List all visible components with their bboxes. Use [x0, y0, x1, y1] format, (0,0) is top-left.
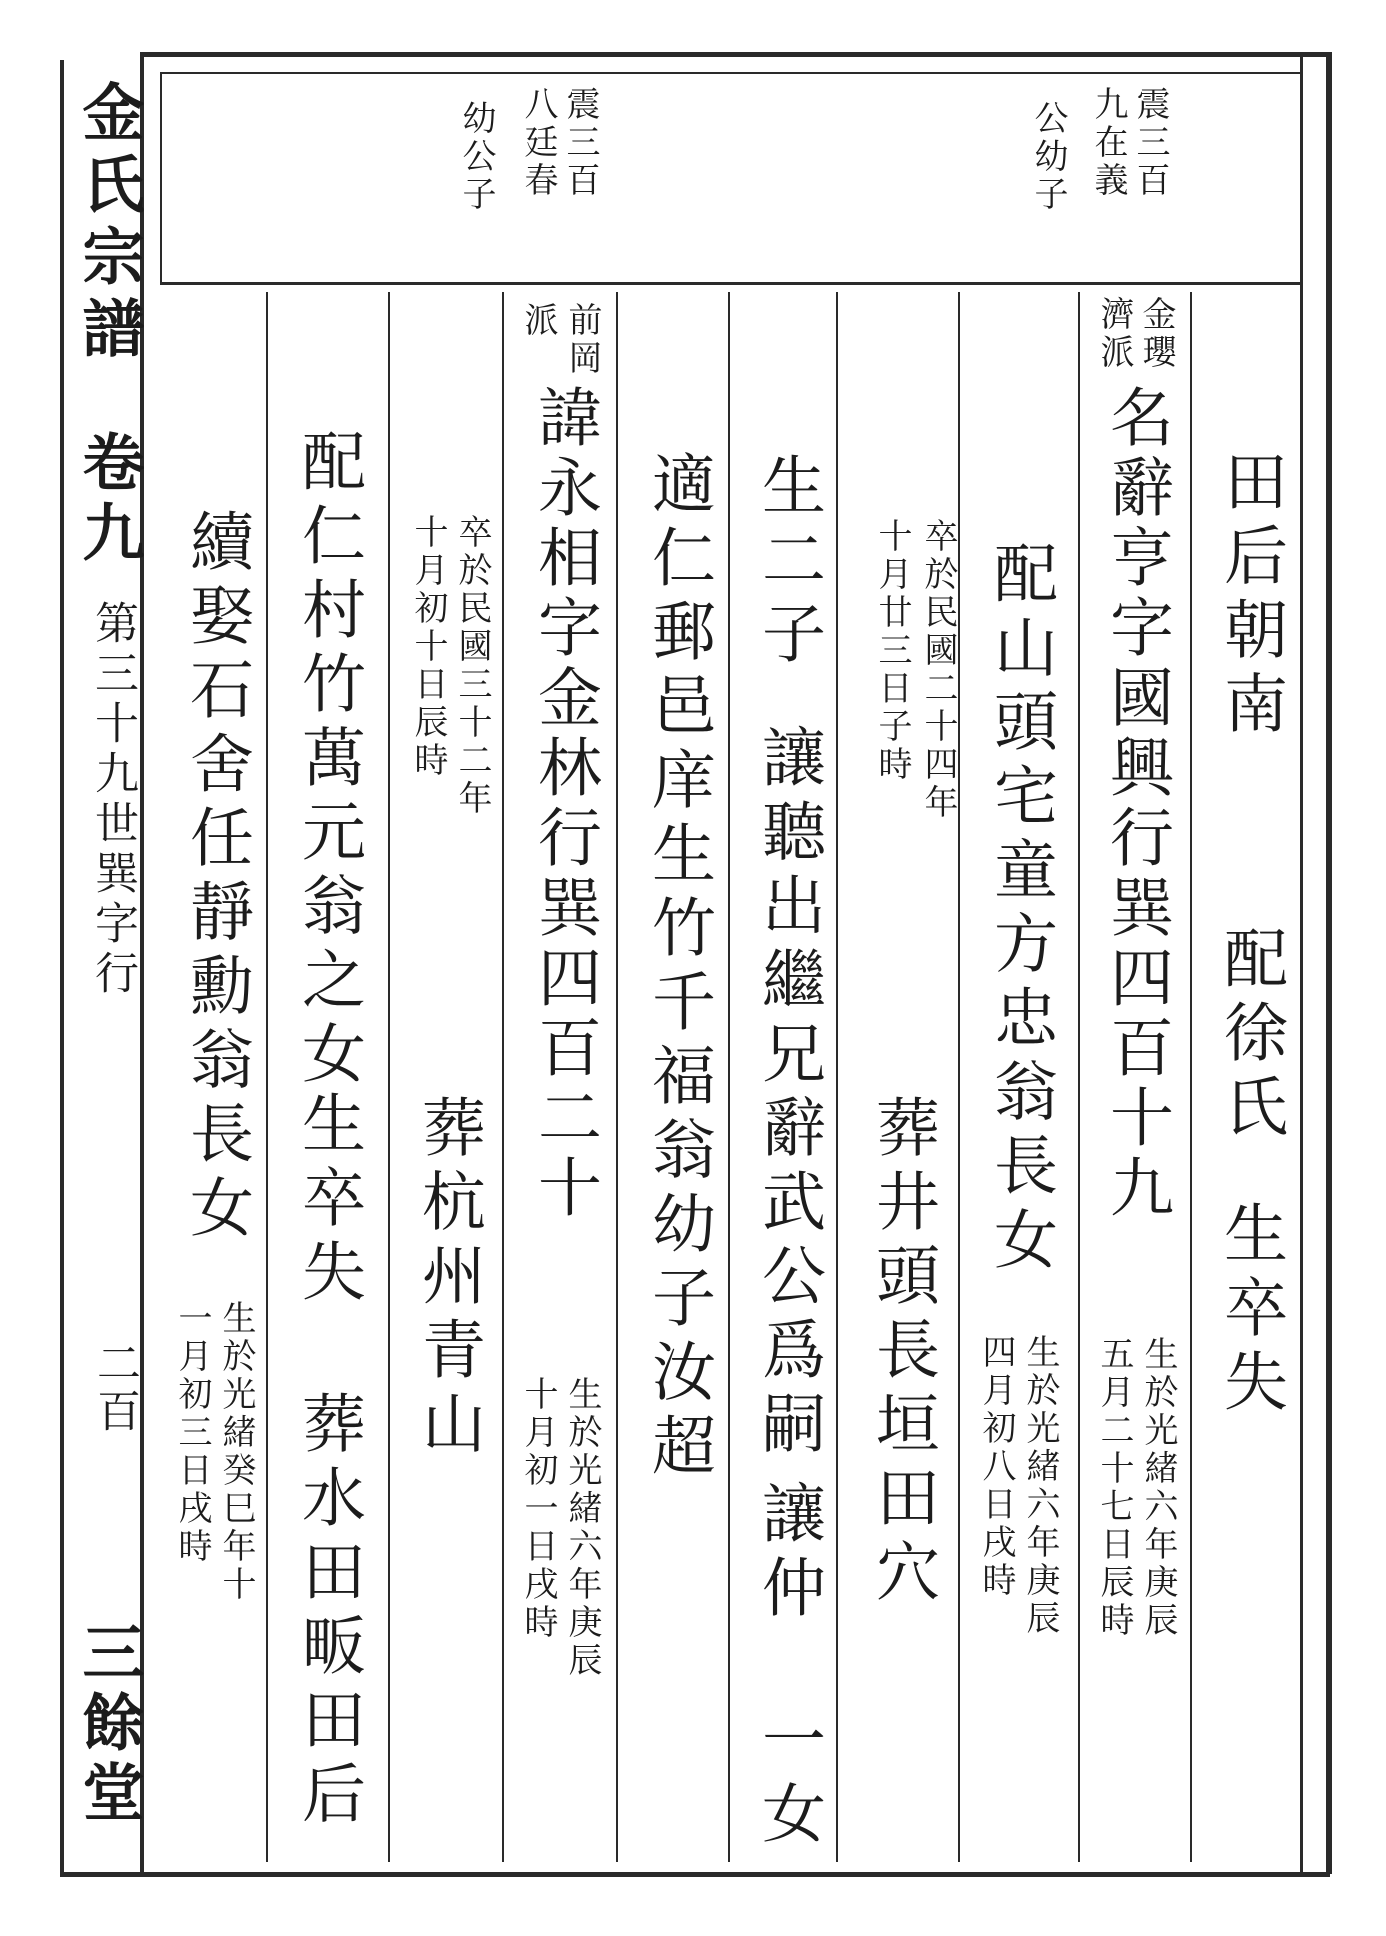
continuation-life: 生卒失	[1213, 1200, 1287, 1422]
entry-yongxiang-name-line: 諱永相字金林行巽四百二十	[527, 384, 601, 1224]
book-title: 金氏宗譜	[72, 80, 145, 368]
hall-name: 三餘堂	[72, 1620, 145, 1830]
register-entry-2-col1: 震三百	[560, 86, 600, 200]
entry-ciheng-son-detail: 讓聽出繼兄辭武公爲嗣	[751, 724, 825, 1464]
entry-yongxiang-birth-a: 生於光緒六年庚辰	[562, 1376, 602, 1680]
entry-yongxiang-spouse-life: 生卒失	[291, 1090, 365, 1312]
entry-ciheng-spouse-birth-a: 生於光緒六年庚辰	[1020, 1334, 1060, 1638]
continuation-spouse: 配徐氏	[1213, 925, 1287, 1147]
register-entry-2-col2: 八廷春	[518, 86, 558, 200]
entry-ciheng-birth-b: 五月二十七日辰時	[1094, 1336, 1134, 1640]
entry-yongxiang-death-a: 卒於民國三十二年	[452, 514, 492, 818]
register-entry-1-col1: 震三百	[1130, 86, 1170, 200]
entry-yongxiang-spouse-burial: 葬水田畈田后	[291, 1390, 365, 1834]
frame-bottom-rule	[60, 1872, 1330, 1877]
entry-yongxiang-second-birth-a: 生於光緒癸巳年十	[216, 1300, 256, 1604]
column-rule-6	[616, 292, 618, 1862]
entry-ciheng-birth-a: 生於光緒六年庚辰	[1138, 1336, 1178, 1640]
column-rule-7	[502, 292, 504, 1862]
column-rule-4	[836, 292, 838, 1862]
entry-ciheng-name-line: 名辭亨字國興行巽四百十九	[1099, 384, 1173, 1224]
entry-ciheng-branch-b: 濟派	[1094, 296, 1134, 372]
entry-yongxiang-spouse: 配仁村竹萬元翁之女	[291, 428, 365, 1094]
entry-ciheng-branch-a: 金瓔	[1136, 296, 1176, 372]
frame-top-rule	[140, 52, 1330, 57]
entry-ciheng-spouse: 配山頭宅童方忠翁長女	[983, 540, 1057, 1280]
entry-yongxiang-death-b: 十月初十日辰時	[408, 514, 448, 780]
continuation-main: 田后朝南	[1213, 448, 1287, 744]
column-rule-1	[1190, 292, 1192, 1862]
entry-yongxiang-burial: 葬杭州青山	[411, 1094, 485, 1464]
entry-yongxiang-second-birth-b: 一月初三日戌時	[172, 1300, 212, 1566]
entry-ciheng-burial: 葬井頭長垣田穴	[865, 1094, 939, 1612]
register-entry-1-col3: 公幼子	[1028, 100, 1068, 214]
page-number: 二百	[89, 1340, 140, 1436]
register-entry-1-col2: 九在義	[1088, 86, 1128, 200]
register-band-top-rule	[160, 72, 1300, 74]
entry-ciheng-spouse-birth-b: 四月初八日戌時	[976, 1334, 1016, 1600]
generation-label: 第三十九世巽字行	[87, 600, 138, 1000]
column-rule-5	[728, 292, 730, 1862]
entry-ciheng-sons: 生二子	[751, 452, 825, 674]
volume-label: 卷九	[72, 430, 145, 570]
frame-right-rule	[1326, 52, 1332, 1874]
entry-yongxiang-birth-b: 十月初一日戌時	[518, 1376, 558, 1642]
entry-ciheng-daughter-marriage: 適仁郵邑庠生竹千福翁幼子汝超	[641, 450, 715, 1486]
entry-ciheng-death-a: 卒於民國二十四年	[918, 518, 958, 822]
entry-yongxiang-second-wife: 續娶石舍任靜勳翁長女	[179, 508, 253, 1248]
entry-ciheng-son2: 讓仲	[751, 1480, 825, 1628]
entry-ciheng-death-b: 十月廿三日子時	[872, 518, 912, 784]
entry-ciheng-daughter: 一女	[751, 1706, 825, 1854]
register-band-bottom-rule	[160, 282, 1300, 285]
column-rule-8	[388, 292, 390, 1862]
entry-yongxiang-branch-a: 前岡	[562, 302, 602, 378]
register-entry-2-col3: 幼公子	[456, 100, 496, 214]
column-rule-9	[266, 292, 268, 1862]
frame-right-inner-rule	[1300, 52, 1303, 1874]
column-rule-2	[1078, 292, 1080, 1862]
entry-yongxiang-branch-b: 派	[518, 302, 558, 340]
register-band-left-rule	[160, 72, 162, 282]
